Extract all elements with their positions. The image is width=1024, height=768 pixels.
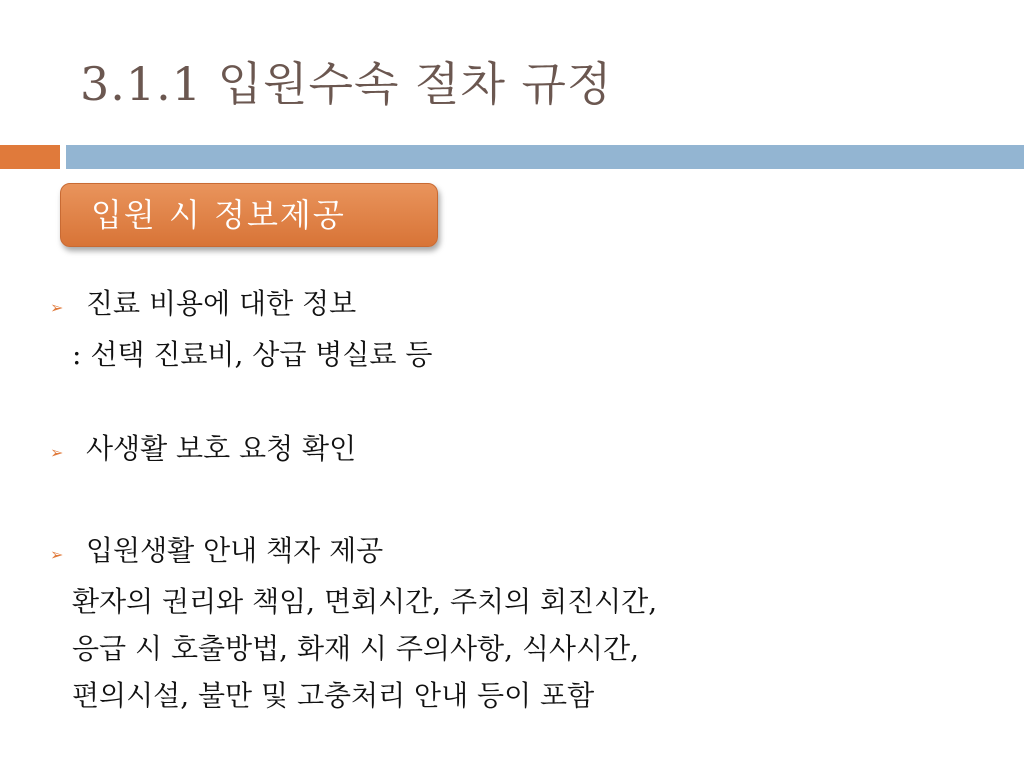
slide-title: 3.1.1 입원수속 절차 규정 bbox=[80, 57, 613, 111]
section-badge: 입원 시 정보제공 bbox=[60, 183, 438, 247]
item-detail-guidebook-line-1: 환자의 권리와 책임, 면회시간, 주치의 회진시간, bbox=[72, 585, 658, 618]
item-heading-privacy: 사생활 보호 요청 확인 bbox=[86, 432, 357, 465]
bullet-arrow-icon: ➢ bbox=[50, 545, 64, 564]
item-detail-guidebook-line-2: 응급 시 호출방법, 화재 시 주의사항, 식사시간, bbox=[72, 632, 639, 665]
item-heading-fees: 진료 비용에 대한 정보 bbox=[86, 287, 357, 320]
bullet-arrow-icon: ➢ bbox=[50, 298, 64, 317]
accent-bar-orange bbox=[0, 145, 60, 169]
bullet-arrow-icon: ➢ bbox=[50, 443, 64, 462]
item-detail-fees: : 선택 진료비, 상급 병실료 등 bbox=[72, 338, 433, 371]
accent-bar-blue bbox=[66, 145, 1024, 169]
item-heading-guidebook: 입원생활 안내 책자 제공 bbox=[86, 534, 384, 567]
item-detail-guidebook-line-3: 편의시설, 불만 및 고충처리 안내 등이 포함 bbox=[72, 679, 595, 712]
